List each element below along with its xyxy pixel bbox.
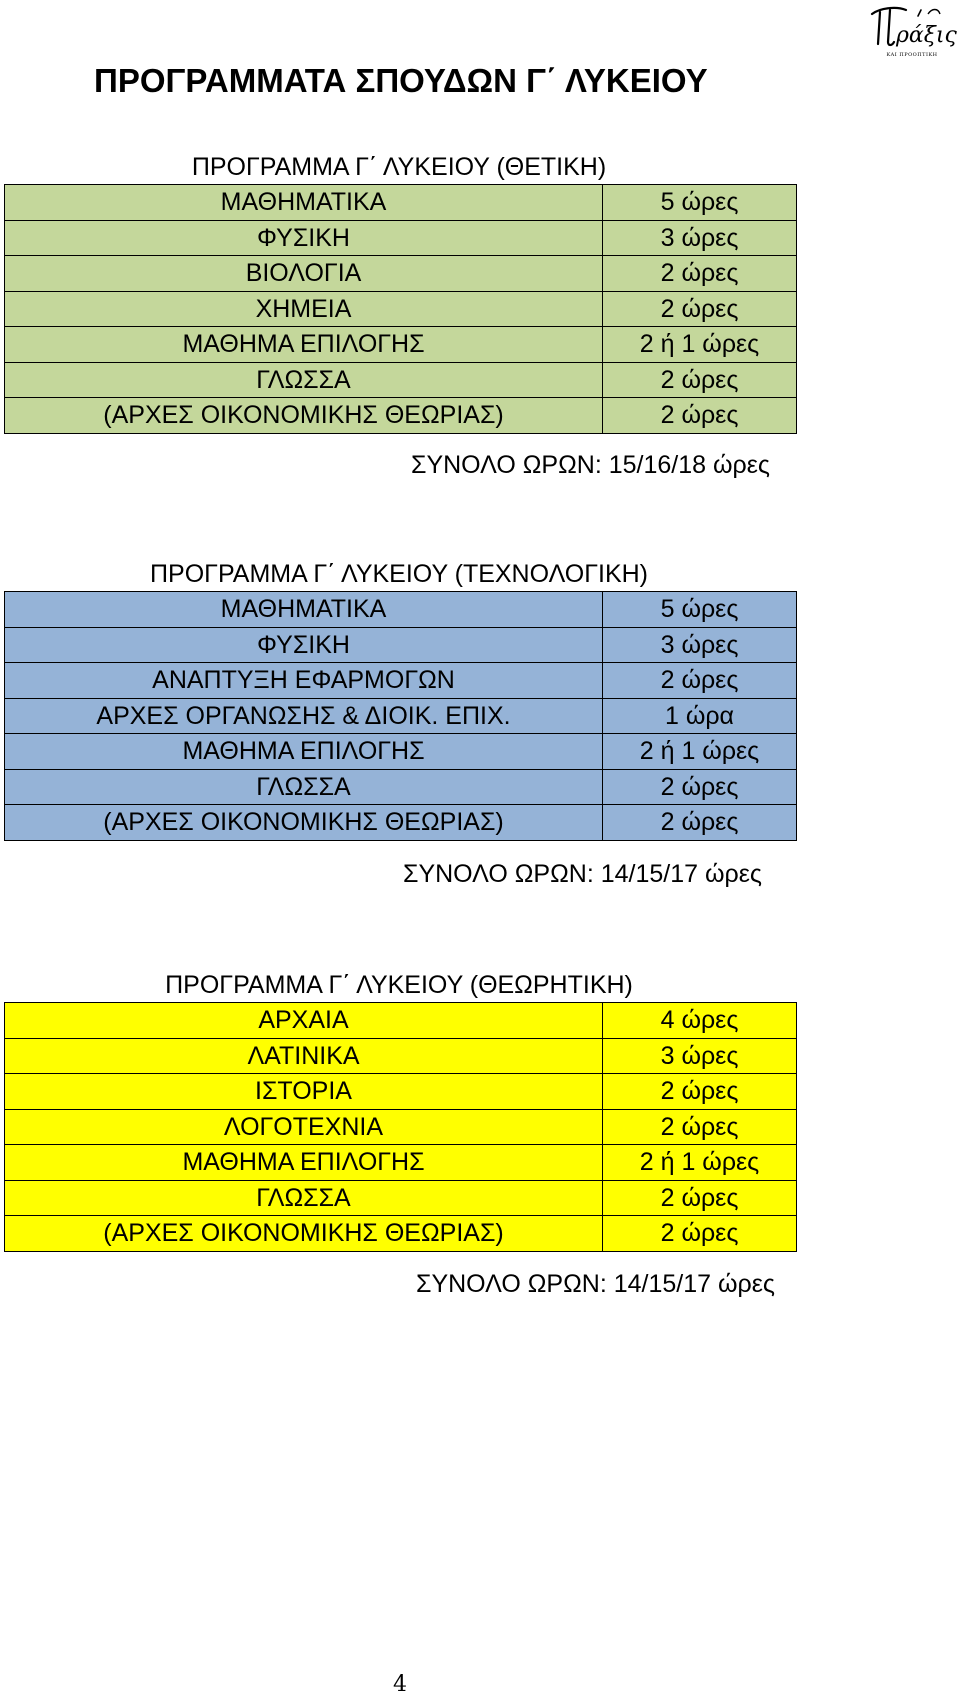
subject-cell: ΜΑΘΗΜΑ ΕΠΙΛΟΓΗΣ [5, 327, 603, 363]
hours-cell: 3 ώρες [603, 220, 797, 256]
hours-cell: 2 ή 1 ώρες [603, 734, 797, 770]
subject-cell: ΒΙΟΛΟΓΙΑ [5, 256, 603, 292]
hours-cell: 2 ώρες [603, 362, 797, 398]
schedule-table [4, 184, 797, 434]
table-row [5, 1216, 797, 1252]
subject-cell: ΧΗΜΕΙΑ [5, 291, 603, 327]
hours-cell: 2 ώρες [603, 805, 797, 841]
table-row [5, 627, 797, 663]
logo-caption: ΚΑΙ ΠΡΟΟΠΤΙΚΗ [886, 52, 938, 58]
table-row [5, 592, 797, 628]
subject-cell: (ΑΡΧΕΣ ΟΙΚΟΝΟΜΙΚΗΣ ΘΕΩΡΙΑΣ) [5, 1216, 603, 1252]
subject-cell: ΛΟΓΟΤΕΧΝΙΑ [5, 1109, 603, 1145]
table-row [5, 698, 797, 734]
program-total: ΣΥΝΟΛΟ ΩΡΩΝ: 15/16/18 ώρες [411, 451, 770, 479]
schedule-table [4, 591, 797, 841]
page-title: ΠΡΟΓΡΑΜΜΑΤΑ ΣΠΟΥΔΩΝ Γ΄ ΛΥΚΕΙΟΥ [94, 62, 708, 99]
subject-cell: ΜΑΘΗΜΑΤΙΚΑ [5, 592, 603, 628]
table-row [5, 291, 797, 327]
hours-cell: 2 ή 1 ώρες [603, 327, 797, 363]
table-row [5, 398, 797, 434]
hours-cell: 2 ώρες [603, 291, 797, 327]
table-row [5, 1109, 797, 1145]
hours-cell: 2 ώρες [603, 398, 797, 434]
subject-cell: ΛΑΤΙΝΙΚΑ [5, 1038, 603, 1074]
subject-cell: ΑΡΧΕΣ ΟΡΓΑΝΩΣΗΣ & ΔΙΟΙΚ. ΕΠΙΧ. [5, 698, 603, 734]
subject-cell: ΓΛΩΣΣΑ [5, 769, 603, 805]
table-row [5, 256, 797, 292]
hours-cell: 1 ώρα [603, 698, 797, 734]
hours-cell: 4 ώρες [603, 1003, 797, 1039]
subject-cell: ΜΑΘΗΜΑ ΕΠΙΛΟΓΗΣ [5, 734, 603, 770]
hours-cell: 2 ώρες [603, 769, 797, 805]
hours-cell: 5 ώρες [603, 592, 797, 628]
table-row [5, 1180, 797, 1216]
subject-cell: ΑΝΑΠΤΥΞΗ ΕΦΑΡΜΟΓΩΝ [5, 663, 603, 699]
hours-cell: 2 ώρες [603, 1180, 797, 1216]
subject-cell: ΜΑΘΗΜΑΤΙΚΑ [5, 185, 603, 221]
hours-cell: 2 ώρες [603, 1109, 797, 1145]
table-row [5, 1038, 797, 1074]
table-row [5, 1003, 797, 1039]
table-row [5, 769, 797, 805]
hours-cell: 5 ώρες [603, 185, 797, 221]
table-row [5, 362, 797, 398]
program-title: ΠΡΟΓΡΑΜΜΑ Γ΄ ΛΥΚΕΙΟΥ (ΤΕΧΝΟΛΟΓΙΚΗ) [150, 560, 648, 588]
table-row [5, 1074, 797, 1110]
table-row [5, 220, 797, 256]
subject-cell: ΦΥΣΙΚΗ [5, 220, 603, 256]
hours-cell: 3 ώρες [603, 627, 797, 663]
subject-cell: (ΑΡΧΕΣ ΟΙΚΟΝΟΜΙΚΗΣ ΘΕΩΡΙΑΣ) [5, 805, 603, 841]
praxis-logo-mark [866, 4, 958, 52]
hours-cell: 2 ώρες [603, 663, 797, 699]
program-title: ΠΡΟΓΡΑΜΜΑ Γ΄ ΛΥΚΕΙΟΥ (ΘΕΩΡΗΤΙΚΗ) [165, 971, 633, 999]
table-row [5, 663, 797, 699]
table-row [5, 734, 797, 770]
hours-cell: 2 ώρες [603, 1216, 797, 1252]
subject-cell: ΓΛΩΣΣΑ [5, 362, 603, 398]
subject-cell: ΦΥΣΙΚΗ [5, 627, 603, 663]
subject-cell: ΑΡΧΑΙΑ [5, 1003, 603, 1039]
hours-cell: 2 ή 1 ώρες [603, 1145, 797, 1181]
table-row [5, 1145, 797, 1181]
hours-cell: 2 ώρες [603, 256, 797, 292]
table-row [5, 327, 797, 363]
page-number: 4 [393, 1672, 407, 1697]
svg-text:ράξις: ράξις [896, 23, 957, 48]
program-total: ΣΥΝΟΛΟ ΩΡΩΝ: 14/15/17 ώρες [416, 1270, 775, 1298]
hours-cell: 2 ώρες [603, 1074, 797, 1110]
subject-cell: ΓΛΩΣΣΑ [5, 1180, 603, 1216]
table-row [5, 185, 797, 221]
program-total: ΣΥΝΟΛΟ ΩΡΩΝ: 14/15/17 ώρες [403, 860, 762, 888]
subject-cell: ΙΣΤΟΡΙΑ [5, 1074, 603, 1110]
program-title: ΠΡΟΓΡΑΜΜΑ Γ΄ ΛΥΚΕΙΟΥ (ΘΕΤΙΚΗ) [191, 153, 607, 181]
schedule-table [4, 1002, 797, 1252]
table-row [5, 805, 797, 841]
subject-cell: (ΑΡΧΕΣ ΟΙΚΟΝΟΜΙΚΗΣ ΘΕΩΡΙΑΣ) [5, 398, 603, 434]
praxis-logo [866, 4, 958, 62]
hours-cell: 3 ώρες [603, 1038, 797, 1074]
subject-cell: ΜΑΘΗΜΑ ΕΠΙΛΟΓΗΣ [5, 1145, 603, 1181]
